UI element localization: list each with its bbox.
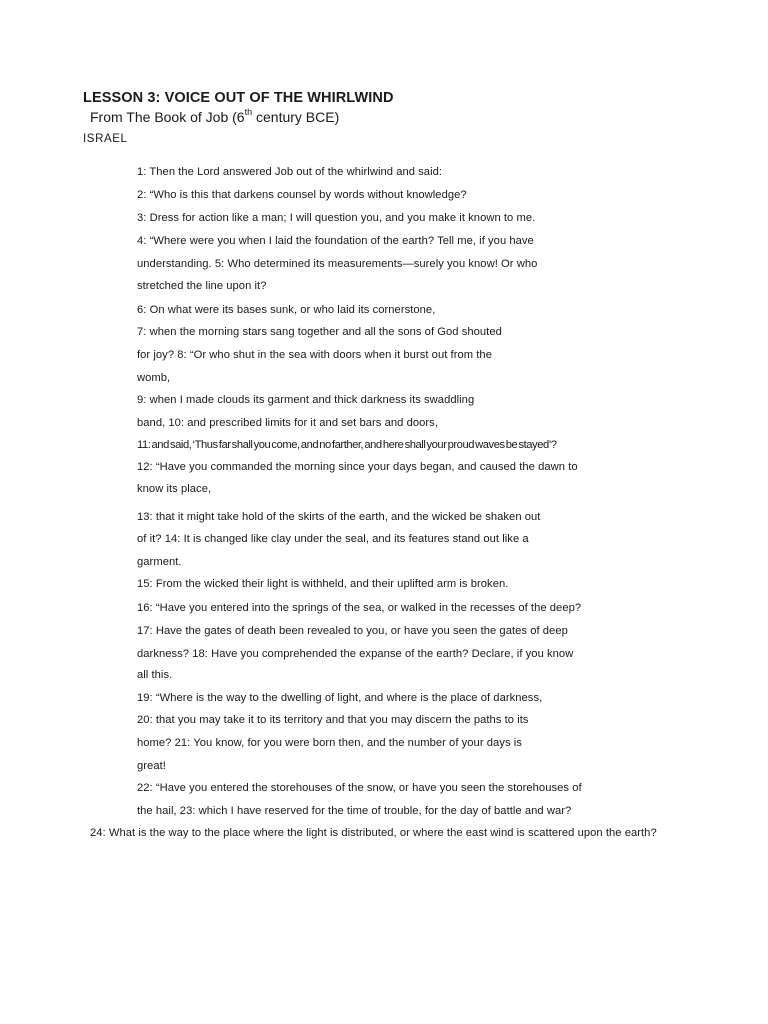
verse-line: 19: “Where is the way to the dwelling of light, and where is the place of darkness, bbox=[137, 692, 543, 704]
verse-line: 12: “Have you commanded the morning since your days began, and caused the dawn to bbox=[137, 461, 578, 473]
lesson-title: LESSON 3: VOICE OUT OF THE WHIRLWIND bbox=[83, 90, 394, 106]
subtitle-text-end: century BCE) bbox=[252, 109, 340, 125]
verse-line: understanding. 5: Who determined its measurements—surely you know! Or who bbox=[137, 258, 538, 270]
verse-line: garment. bbox=[137, 556, 182, 568]
verse-line: all this. bbox=[137, 669, 173, 681]
verse-line: for joy? 8: “Or who shut in the sea with doors when it burst out from the bbox=[137, 349, 492, 361]
verse-line: 16: “Have you entered into the springs of the sea, or walked in the recesses of the deep? bbox=[137, 602, 582, 614]
verse-line: womb, bbox=[137, 372, 171, 384]
verse-line: 15: From the wicked their light is withheld, and their uplifted arm is broken. bbox=[137, 578, 509, 590]
verse-line: 20: that you may take it to its territory and that you may discern the paths to its bbox=[137, 714, 529, 726]
verse-line: 13: that it might take hold of the skirts of the earth, and the wicked be shaken out bbox=[137, 511, 541, 523]
verse-line: 3: Dress for action like a man; I will question you, and you make it known to me. bbox=[137, 212, 536, 224]
verse-line: stretched the line upon it? bbox=[137, 280, 267, 292]
verse-line: darkness? 18: Have you comprehended the expanse of the earth? Declare, if you know bbox=[137, 648, 574, 660]
verse-line: 7: when the morning stars sang together and all the sons of God shouted bbox=[137, 326, 502, 338]
verse-line: the hail, 23: which I have reserved for the time of trouble, for the day of battle and war? bbox=[137, 805, 572, 817]
verse-line: 2: “Who is this that darkens counsel by words without knowledge? bbox=[137, 189, 467, 201]
verse-line: of it? 14: It is changed like clay under the seal, and its features stand out like a bbox=[137, 533, 529, 545]
verse-line: know its place, bbox=[137, 483, 212, 495]
subtitle-text: From The Book of Job (6 bbox=[90, 109, 245, 125]
verse-line: 1: Then the Lord answered Job out of the whirlwind and said: bbox=[137, 166, 443, 178]
source-subtitle bbox=[90, 109, 339, 125]
verse-line: band, 10: and prescribed limits for it and set bars and doors, bbox=[137, 417, 438, 429]
verse-line: 22: “Have you entered the storehouses of the snow, or have you seen the storehouses of bbox=[137, 782, 582, 794]
verse-line: 6: On what were its bases sunk, or who laid its cornerstone, bbox=[137, 304, 436, 316]
verse-line: 11: and said, ‘Thus far shall you come, and no farther, and here shall your proud waves be stayed’? bbox=[137, 439, 557, 451]
verse-line: 9: when I made clouds its garment and thick darkness its swaddling bbox=[137, 394, 475, 406]
subtitle-superscript: th bbox=[244, 107, 253, 117]
verse-line: 17: Have the gates of death been revealed to you, or have you seen the gates of deep bbox=[137, 625, 568, 637]
location-label: ISRAEL bbox=[83, 133, 128, 145]
verse-line: 4: “Where were you when I laid the foundation of the earth? Tell me, if you have bbox=[137, 235, 534, 247]
verse-line: home? 21: You know, for you were born then, and the number of your days is bbox=[137, 737, 522, 749]
verse-line: great! bbox=[137, 760, 166, 772]
verse-line-final: 24: What is the way to the place where the light is distributed, or where the east wind is scattered upon the earth? bbox=[90, 827, 657, 839]
